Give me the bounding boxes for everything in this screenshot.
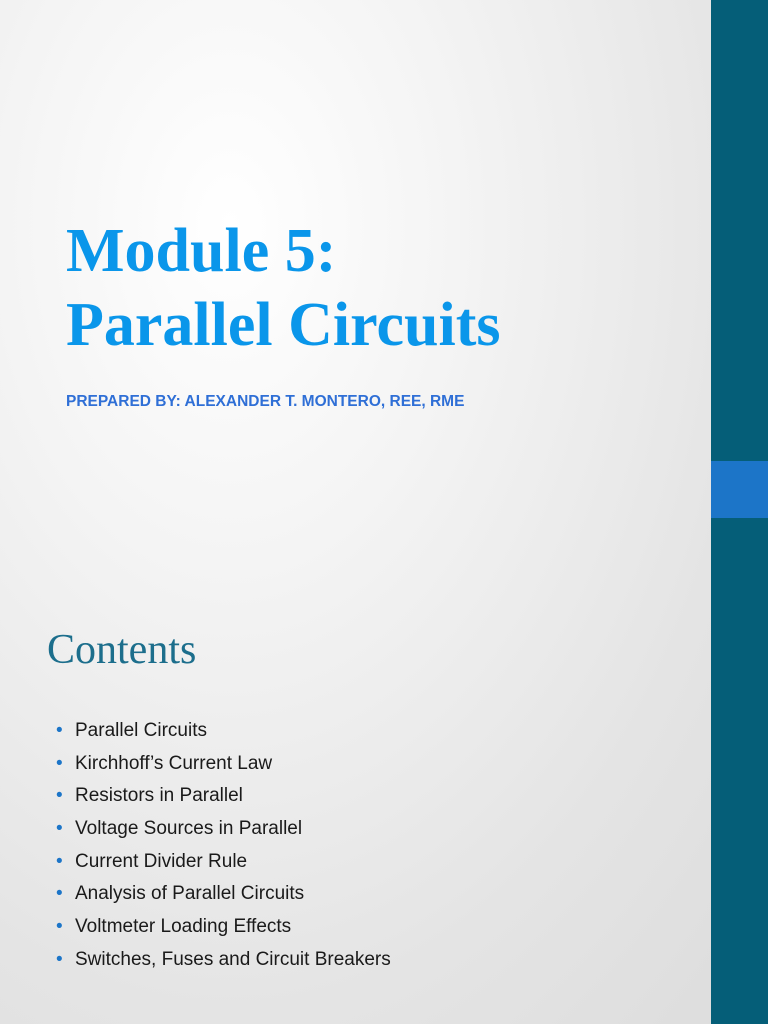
contents-item-label: Switches, Fuses and Circuit Breakers [75, 948, 391, 970]
bullet-icon: • [56, 948, 63, 970]
sidebar-accent-block [711, 461, 768, 518]
contents-heading: Contents [47, 627, 197, 673]
slide-title [66, 214, 500, 362]
contents-item [56, 780, 391, 813]
bullet-icon: • [56, 818, 63, 840]
slide-subtitle: PREPARED BY: ALEXANDER T. MONTERO, REE, RME [66, 393, 465, 410]
contents-item-label: Parallel Circuits [75, 720, 207, 741]
contents-item-label: Analysis of Parallel Circuits [75, 883, 305, 905]
bullet-icon: • [56, 850, 63, 872]
bullet-icon: • [56, 720, 63, 741]
contents-item-label: Current Divider Rule [75, 850, 248, 872]
contents-item [56, 715, 391, 748]
bullet-icon: • [56, 883, 63, 905]
contents-item [56, 813, 391, 846]
contents-item [56, 748, 391, 781]
slide-title-line-1: Module 5: [66, 217, 337, 285]
contents-item [56, 944, 391, 977]
contents-item [56, 878, 391, 911]
contents-item-label: Voltage Sources in Parallel [75, 818, 303, 840]
contents-item [56, 846, 391, 879]
bullet-icon: • [56, 916, 63, 938]
slide-title-line-2: Parallel Circuits [66, 291, 501, 359]
bullet-icon: • [56, 785, 63, 807]
bullet-icon: • [56, 752, 63, 774]
contents-item-label: Kirchhoff’s Current Law [75, 752, 273, 774]
contents-item [56, 911, 391, 944]
contents-item-label: Voltmeter Loading Effects [75, 916, 292, 938]
contents-list [56, 715, 391, 977]
contents-item-label: Resistors in Parallel [75, 785, 243, 807]
